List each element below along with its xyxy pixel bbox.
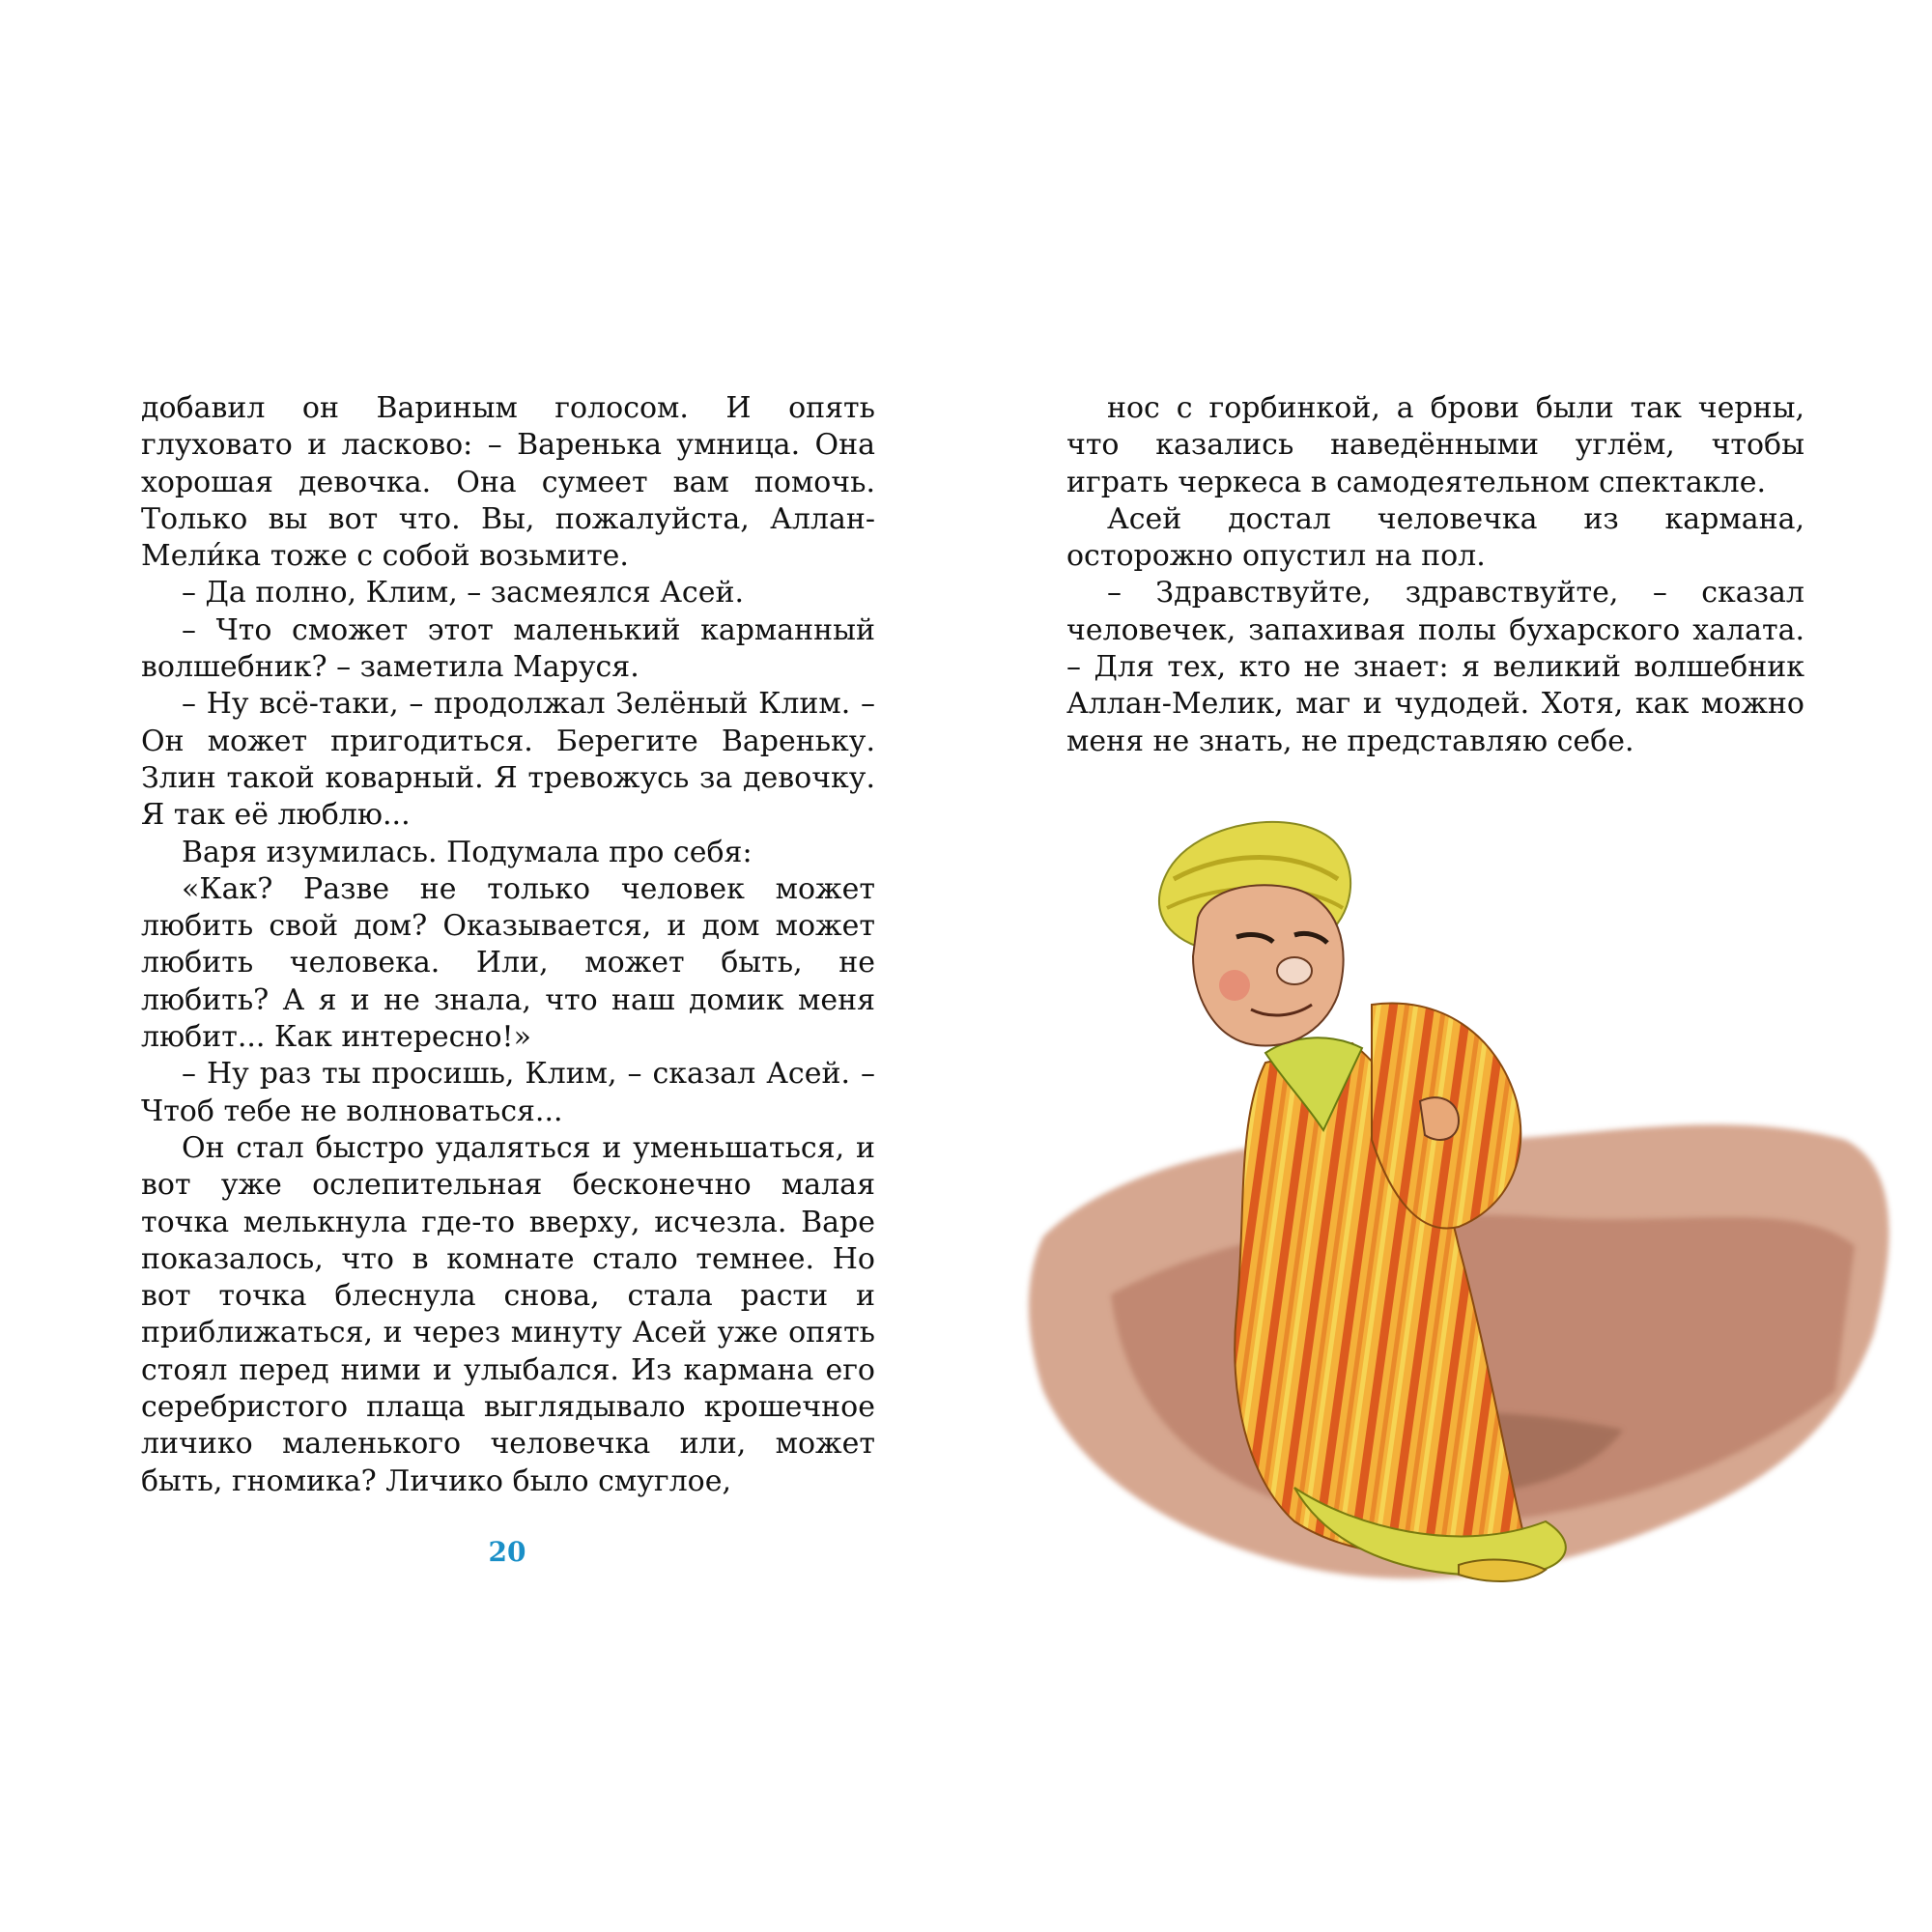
wizard-head [1159, 822, 1350, 1046]
page-number: 20 [488, 1536, 526, 1568]
paragraph: – Что сможет этот маленький карманный волшебник? – заметила Маруся. [141, 612, 875, 685]
paragraph: – Ну раз ты просишь, Клим, – сказал Асей. – Чтоб тебе не волноваться... [141, 1057, 875, 1128]
paragraph: Он стал быстро удаляться и уменьшаться, и вот уже ослепительная бесконечно малая точка мелькнула где-то вверху, исчезла. Варе показалось, что в комнате стало темнее. Но вот точка блеснула снова, стала расти и приближаться, и через минуту Асей уже опять стоял перед ними и улыбался. Из кармана его серебристого плаща выглядывало крошечное личико маленького человечка или, может быть, гномика? Личико было смуглое, [141, 1130, 875, 1498]
paragraph: – Здравствуйте, здравствуйте, – сказал человечек, запахивая полы бухарского халата. – Для тех, кто не знает: я великий волшебник Аллан-Мелик, маг и чудодей. Хотя, как можно меня не знать, не представляю себе. [1066, 576, 1804, 758]
wizard-illustration [1005, 811, 1913, 1613]
paragraph: – Ну всё-таки, – продолжал Зелёный Клим. – Он может пригодиться. Берегите Вареньку. Злин такой коварный. Я тревожусь за девочку. Я так её люблю... [141, 687, 875, 833]
paragraph: «Как? Разве не только человек может любить свой дом? Оказывается, и дом может любить человека. Или, может быть, не любить? А я и не знала, что наш домик меня любит... Как интересно!» [141, 871, 875, 1055]
right-page-text [1066, 390, 1804, 760]
paragraph: Асей достал человечка из кармана, осторожно опустил на пол. [1066, 501, 1804, 574]
paragraph: добавил он Вариным голосом. И опять глуховато и ласково: – Варенька умница. Она хорошая девочка. Она сумеет вам помочь. Только вы вот что. Вы, пожалуйста, Аллан-Мели́ка тоже с собой возьмите. [141, 391, 875, 574]
paragraph: нос с горбинкой, а брови были так черны, что казались наведёнными углём, чтобы играть черкеса в самодеятельном спектакле. [1066, 391, 1804, 499]
paragraph: Варя изумилась. Подумала про себя: [182, 835, 753, 869]
paragraph: – Да полно, Клим, – засмеялся Асей. [182, 576, 744, 611]
left-page-text [141, 390, 875, 1500]
